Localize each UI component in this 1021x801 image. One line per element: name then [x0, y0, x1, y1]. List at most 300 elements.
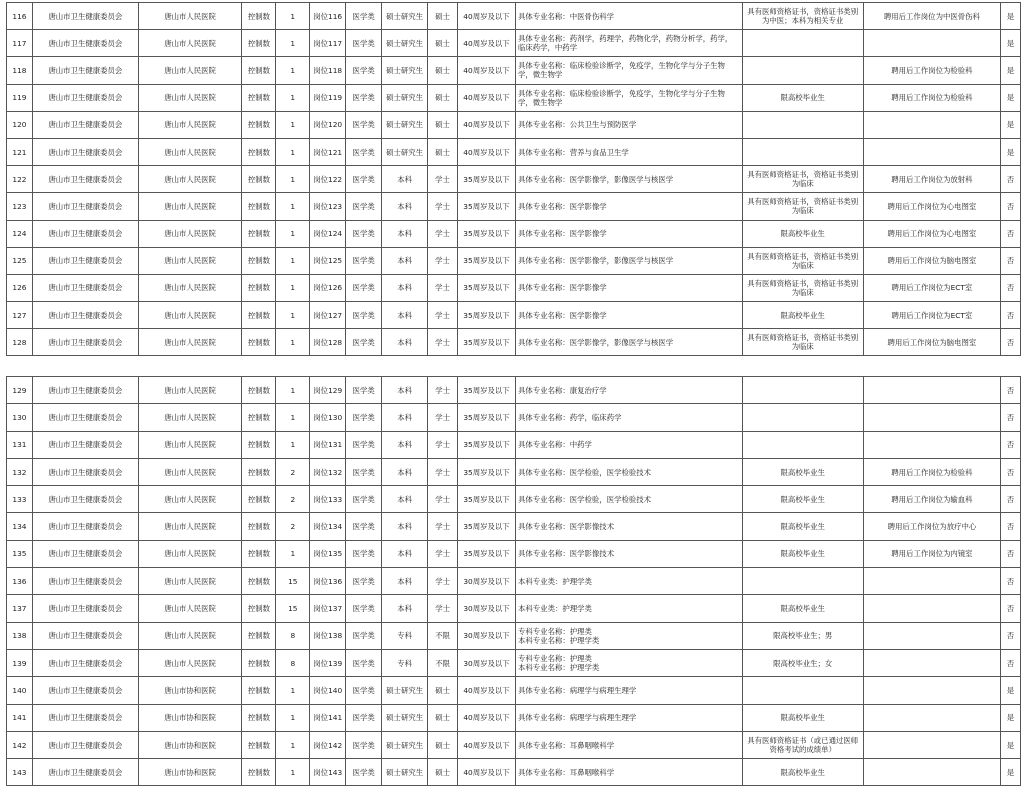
employer-cell: 唐山市协和医院	[138, 759, 242, 786]
flag-cell: 否	[1000, 568, 1020, 595]
degree-cell: 学士	[428, 377, 458, 404]
table-row	[7, 458, 1021, 485]
department-cell: 唐山市卫生健康委员会	[32, 138, 138, 165]
other-requirement-cell	[742, 377, 863, 404]
education-cell: 本科	[382, 166, 428, 193]
table-row	[7, 431, 1021, 458]
department-cell: 唐山市卫生健康委员会	[32, 649, 138, 676]
position-code-cell: 岗位125	[310, 247, 346, 274]
row-number: 117	[7, 30, 33, 57]
education-cell: 本科	[382, 513, 428, 540]
department-cell: 唐山市卫生健康委员会	[32, 220, 138, 247]
major-requirement-cell: 具体专业名称：药学，临床药学	[516, 404, 743, 431]
remark-cell	[863, 377, 1000, 404]
major-requirement-cell: 具体专业名称：医学检验，医学检验技术	[516, 458, 743, 485]
headcount-cell: 1	[276, 3, 310, 30]
table-row	[7, 486, 1021, 513]
employer-cell: 唐山市人民医院	[138, 30, 242, 57]
position-category-cell: 医学类	[346, 220, 382, 247]
flag-cell: 否	[1000, 431, 1020, 458]
degree-cell: 学士	[428, 568, 458, 595]
education-cell: 硕士研究生	[382, 138, 428, 165]
row-number: 130	[7, 404, 33, 431]
major-requirement-cell: 具体专业名称：中药学	[516, 431, 743, 458]
other-requirement-cell	[742, 404, 863, 431]
department-cell: 唐山市卫生健康委员会	[32, 247, 138, 274]
remark-cell: 聘用后工作岗位为脑电图室	[863, 247, 1000, 274]
position-code-cell: 岗位129	[310, 377, 346, 404]
remark-cell	[863, 404, 1000, 431]
row-number: 118	[7, 57, 33, 84]
quota-type-cell: 控制数	[242, 3, 276, 30]
other-requirement-cell: 限高校毕业生	[742, 486, 863, 513]
other-requirement-cell: 具有医师资格证书，资格证书类别为临床	[742, 193, 863, 220]
remark-cell: 聘用后工作岗位为检验科	[863, 84, 1000, 111]
major-requirement-cell: 具体专业名称：公共卫生与预防医学	[515, 111, 742, 138]
department-cell: 唐山市卫生健康委员会	[32, 486, 138, 513]
major-requirement-cell: 具体专业名称：医学影像学	[515, 274, 742, 301]
department-cell: 唐山市卫生健康委员会	[32, 677, 138, 704]
position-code-cell: 岗位121	[310, 138, 346, 165]
headcount-cell: 1	[276, 302, 310, 329]
position-category-cell: 医学类	[346, 57, 382, 84]
remark-cell: 聘用后工作岗位为中医骨伤科	[863, 3, 1000, 30]
quota-type-cell: 控制数	[242, 704, 276, 731]
flag-cell: 否	[1000, 595, 1020, 622]
flag-cell: 否	[1000, 377, 1020, 404]
table-row	[7, 677, 1021, 704]
position-code-cell: 岗位128	[310, 329, 346, 356]
table-row	[7, 30, 1021, 57]
row-number: 140	[7, 677, 33, 704]
remark-cell	[863, 431, 1000, 458]
age-limit-cell: 35周岁及以下	[458, 431, 516, 458]
headcount-cell: 1	[276, 377, 310, 404]
flag-cell: 否	[1000, 404, 1020, 431]
age-limit-cell: 30周岁及以下	[458, 649, 516, 676]
employer-cell: 唐山市人民医院	[138, 513, 242, 540]
remark-cell	[863, 731, 1000, 758]
education-cell: 本科	[382, 595, 428, 622]
major-requirement-cell: 本科专业类：护理学类	[516, 595, 743, 622]
department-cell: 唐山市卫生健康委员会	[32, 166, 138, 193]
row-number: 125	[7, 247, 33, 274]
position-code-cell: 岗位117	[310, 30, 346, 57]
row-number: 128	[7, 329, 33, 356]
age-limit-cell: 35周岁及以下	[458, 247, 516, 274]
flag-cell: 否	[1000, 247, 1020, 274]
table-row	[7, 731, 1021, 758]
other-requirement-cell	[742, 30, 863, 57]
quota-type-cell: 控制数	[242, 486, 276, 513]
headcount-cell: 1	[276, 540, 310, 567]
education-cell: 本科	[382, 274, 428, 301]
education-cell: 本科	[382, 568, 428, 595]
quota-type-cell: 控制数	[242, 138, 276, 165]
table-row	[7, 166, 1021, 193]
recruitment-table-part-1	[6, 2, 1021, 356]
position-code-cell: 岗位123	[310, 193, 346, 220]
department-cell: 唐山市卫生健康委员会	[32, 111, 138, 138]
row-number: 143	[7, 759, 33, 786]
major-requirement-cell: 本科专业类：护理学类	[516, 568, 743, 595]
position-code-cell: 岗位120	[310, 111, 346, 138]
headcount-cell: 1	[276, 84, 310, 111]
row-number: 132	[7, 458, 33, 485]
quota-type-cell: 控制数	[242, 759, 276, 786]
remark-cell	[863, 649, 1000, 676]
row-number: 142	[7, 731, 33, 758]
major-requirement-cell: 专科专业名称：护理类 本科专业名称：护理学类	[516, 649, 743, 676]
department-cell: 唐山市卫生健康委员会	[32, 458, 138, 485]
department-cell: 唐山市卫生健康委员会	[32, 568, 138, 595]
quota-type-cell: 控制数	[242, 458, 276, 485]
other-requirement-cell: 限高校毕业生；男	[742, 622, 863, 649]
position-code-cell: 岗位127	[310, 302, 346, 329]
employer-cell: 唐山市人民医院	[138, 3, 242, 30]
other-requirement-cell: 限高校毕业生	[742, 302, 863, 329]
employer-cell: 唐山市协和医院	[138, 677, 242, 704]
row-number: 116	[7, 3, 33, 30]
table-row	[7, 220, 1021, 247]
department-cell: 唐山市卫生健康委员会	[32, 84, 138, 111]
position-code-cell: 岗位132	[310, 458, 346, 485]
degree-cell: 硕士	[428, 759, 458, 786]
page-break	[0, 364, 1021, 376]
education-cell: 专科	[382, 622, 428, 649]
department-cell: 唐山市卫生健康委员会	[32, 595, 138, 622]
age-limit-cell: 35周岁及以下	[458, 302, 516, 329]
table-row	[7, 111, 1021, 138]
degree-cell: 学士	[428, 486, 458, 513]
degree-cell: 学士	[428, 595, 458, 622]
position-code-cell: 岗位140	[310, 677, 346, 704]
position-code-cell: 岗位124	[310, 220, 346, 247]
major-requirement-cell: 具体专业名称：药剂学，药理学，药物化学，药物分析学，药学，临床药学，中药学	[515, 30, 742, 57]
position-code-cell: 岗位133	[310, 486, 346, 513]
table-body-part-1	[7, 3, 1021, 356]
remark-cell: 聘用后工作岗位为ECT室	[863, 274, 1000, 301]
department-cell: 唐山市卫生健康委员会	[32, 274, 138, 301]
other-requirement-cell	[742, 138, 863, 165]
major-requirement-cell: 具体专业名称：耳鼻咽喉科学	[516, 731, 743, 758]
other-requirement-cell: 限高校毕业生	[742, 84, 863, 111]
employer-cell: 唐山市人民医院	[138, 595, 242, 622]
age-limit-cell: 40周岁及以下	[458, 84, 516, 111]
education-cell: 硕士研究生	[382, 759, 428, 786]
employer-cell: 唐山市人民医院	[138, 649, 242, 676]
headcount-cell: 15	[276, 595, 310, 622]
remark-cell: 聘用后工作岗位为检验科	[863, 57, 1000, 84]
employer-cell: 唐山市人民医院	[138, 458, 242, 485]
education-cell: 本科	[382, 302, 428, 329]
position-category-cell: 医学类	[346, 759, 382, 786]
quota-type-cell: 控制数	[242, 595, 276, 622]
other-requirement-cell	[742, 431, 863, 458]
row-number: 134	[7, 513, 33, 540]
degree-cell: 硕士	[428, 3, 458, 30]
row-number: 127	[7, 302, 33, 329]
major-requirement-cell: 具体专业名称：临床检验诊断学，免疫学，生物化学与分子生物学，微生物学	[515, 84, 742, 111]
position-code-cell: 岗位122	[310, 166, 346, 193]
other-requirement-cell: 限高校毕业生	[742, 759, 863, 786]
flag-cell: 是	[1000, 84, 1020, 111]
remark-cell: 聘用后工作岗位为心电图室	[863, 220, 1000, 247]
position-category-cell: 医学类	[346, 84, 382, 111]
age-limit-cell: 35周岁及以下	[458, 458, 516, 485]
table-row	[7, 649, 1021, 676]
degree-cell: 学士	[428, 220, 458, 247]
row-number: 133	[7, 486, 33, 513]
row-number: 126	[7, 274, 33, 301]
employer-cell: 唐山市人民医院	[138, 138, 242, 165]
other-requirement-cell	[742, 568, 863, 595]
major-requirement-cell: 具体专业名称：病理学与病理生理学	[516, 677, 743, 704]
degree-cell: 硕士	[428, 677, 458, 704]
position-code-cell: 岗位142	[310, 731, 346, 758]
table-row	[7, 193, 1021, 220]
age-limit-cell: 35周岁及以下	[458, 540, 516, 567]
flag-cell: 否	[1000, 622, 1020, 649]
remark-cell	[863, 677, 1000, 704]
degree-cell: 硕士	[428, 138, 458, 165]
major-requirement-cell: 具体专业名称：医学影像学	[515, 193, 742, 220]
employer-cell: 唐山市人民医院	[138, 193, 242, 220]
major-requirement-cell: 具体专业名称：医学影像学	[515, 220, 742, 247]
flag-cell: 是	[1000, 759, 1020, 786]
employer-cell: 唐山市人民医院	[138, 568, 242, 595]
quota-type-cell: 控制数	[242, 622, 276, 649]
position-code-cell: 岗位135	[310, 540, 346, 567]
major-requirement-cell: 具体专业名称：康复治疗学	[516, 377, 743, 404]
row-number: 138	[7, 622, 33, 649]
remark-cell	[863, 568, 1000, 595]
education-cell: 本科	[382, 329, 428, 356]
degree-cell: 硕士	[428, 111, 458, 138]
age-limit-cell: 40周岁及以下	[458, 138, 516, 165]
table-row	[7, 302, 1021, 329]
flag-cell: 是	[1000, 57, 1020, 84]
table-row	[7, 595, 1021, 622]
employer-cell: 唐山市人民医院	[138, 431, 242, 458]
remark-cell	[863, 30, 1000, 57]
position-code-cell: 岗位139	[310, 649, 346, 676]
department-cell: 唐山市卫生健康委员会	[32, 329, 138, 356]
quota-type-cell: 控制数	[242, 274, 276, 301]
recruitment-table-part-2	[6, 376, 1021, 786]
position-category-cell: 医学类	[346, 431, 382, 458]
department-cell: 唐山市卫生健康委员会	[32, 377, 138, 404]
degree-cell: 学士	[428, 513, 458, 540]
flag-cell: 否	[1000, 302, 1020, 329]
employer-cell: 唐山市协和医院	[138, 731, 242, 758]
table-row	[7, 377, 1021, 404]
age-limit-cell: 40周岁及以下	[458, 3, 516, 30]
employer-cell: 唐山市人民医院	[138, 111, 242, 138]
education-cell: 本科	[382, 458, 428, 485]
flag-cell: 否	[1000, 540, 1020, 567]
age-limit-cell: 35周岁及以下	[458, 166, 516, 193]
quota-type-cell: 控制数	[242, 677, 276, 704]
other-requirement-cell: 限高校毕业生；女	[742, 649, 863, 676]
quota-type-cell: 控制数	[242, 57, 276, 84]
age-limit-cell: 35周岁及以下	[458, 404, 516, 431]
headcount-cell: 1	[276, 431, 310, 458]
headcount-cell: 1	[276, 30, 310, 57]
quota-type-cell: 控制数	[242, 329, 276, 356]
flag-cell: 是	[1000, 704, 1020, 731]
other-requirement-cell: 限高校毕业生	[742, 220, 863, 247]
education-cell: 硕士研究生	[382, 84, 428, 111]
position-code-cell: 岗位141	[310, 704, 346, 731]
headcount-cell: 1	[276, 247, 310, 274]
remark-cell: 聘用后工作岗位为放射科	[863, 166, 1000, 193]
other-requirement-cell	[742, 57, 863, 84]
age-limit-cell: 40周岁及以下	[458, 30, 516, 57]
headcount-cell: 1	[276, 704, 310, 731]
remark-cell: 聘用后工作岗位为心电图室	[863, 193, 1000, 220]
row-number: 135	[7, 540, 33, 567]
other-requirement-cell: 具有医师资格证书，资格证书类别为临床	[742, 329, 863, 356]
position-category-cell: 医学类	[346, 138, 382, 165]
flag-cell: 是	[1000, 138, 1020, 165]
education-cell: 本科	[382, 377, 428, 404]
row-number: 136	[7, 568, 33, 595]
quota-type-cell: 控制数	[242, 84, 276, 111]
flag-cell: 否	[1000, 166, 1020, 193]
position-code-cell: 岗位131	[310, 431, 346, 458]
remark-cell	[863, 622, 1000, 649]
department-cell: 唐山市卫生健康委员会	[32, 30, 138, 57]
headcount-cell: 1	[276, 220, 310, 247]
age-limit-cell: 35周岁及以下	[458, 274, 516, 301]
flag-cell: 否	[1000, 513, 1020, 540]
other-requirement-cell: 具有医师资格证书（或已通过医师资格考试的成绩单）	[742, 731, 863, 758]
table-body-part-2	[7, 377, 1021, 786]
major-requirement-cell: 具体专业名称：医学影像学	[515, 302, 742, 329]
department-cell: 唐山市卫生健康委员会	[32, 513, 138, 540]
education-cell: 本科	[382, 220, 428, 247]
position-category-cell: 医学类	[346, 111, 382, 138]
other-requirement-cell: 限高校毕业生	[742, 595, 863, 622]
remark-cell: 聘用后工作岗位为脑电图室	[863, 329, 1000, 356]
degree-cell: 学士	[428, 166, 458, 193]
degree-cell: 硕士	[428, 57, 458, 84]
position-category-cell: 医学类	[346, 540, 382, 567]
headcount-cell: 1	[276, 759, 310, 786]
employer-cell: 唐山市人民医院	[138, 404, 242, 431]
major-requirement-cell: 具体专业名称：中医骨伤科学	[515, 3, 742, 30]
remark-cell: 聘用后工作岗位为内镜室	[863, 540, 1000, 567]
position-category-cell: 医学类	[346, 731, 382, 758]
position-category-cell: 医学类	[346, 329, 382, 356]
other-requirement-cell: 具有医师资格证书，资格证书类别为临床	[742, 247, 863, 274]
age-limit-cell: 35周岁及以下	[458, 220, 516, 247]
quota-type-cell: 控制数	[242, 220, 276, 247]
headcount-cell: 1	[276, 193, 310, 220]
department-cell: 唐山市卫生健康委员会	[32, 704, 138, 731]
flag-cell: 否	[1000, 486, 1020, 513]
quota-type-cell: 控制数	[242, 404, 276, 431]
education-cell: 本科	[382, 431, 428, 458]
degree-cell: 学士	[428, 274, 458, 301]
position-category-cell: 医学类	[346, 247, 382, 274]
quota-type-cell: 控制数	[242, 247, 276, 274]
education-cell: 硕士研究生	[382, 111, 428, 138]
other-requirement-cell: 限高校毕业生	[742, 513, 863, 540]
education-cell: 硕士研究生	[382, 3, 428, 30]
employer-cell: 唐山市人民医院	[138, 220, 242, 247]
position-category-cell: 医学类	[346, 404, 382, 431]
headcount-cell: 1	[276, 111, 310, 138]
department-cell: 唐山市卫生健康委员会	[32, 193, 138, 220]
flag-cell: 否	[1000, 220, 1020, 247]
degree-cell: 硕士	[428, 731, 458, 758]
remark-cell	[863, 111, 1000, 138]
education-cell: 本科	[382, 540, 428, 567]
position-category-cell: 医学类	[346, 30, 382, 57]
table-row	[7, 247, 1021, 274]
position-code-cell: 岗位126	[310, 274, 346, 301]
row-number: 137	[7, 595, 33, 622]
remark-cell	[863, 595, 1000, 622]
employer-cell: 唐山市人民医院	[138, 486, 242, 513]
headcount-cell: 8	[276, 649, 310, 676]
department-cell: 唐山市卫生健康委员会	[32, 540, 138, 567]
degree-cell: 学士	[428, 404, 458, 431]
quota-type-cell: 控制数	[242, 568, 276, 595]
flag-cell: 是	[1000, 30, 1020, 57]
row-number: 129	[7, 377, 33, 404]
table-row	[7, 138, 1021, 165]
headcount-cell: 1	[276, 166, 310, 193]
flag-cell: 否	[1000, 458, 1020, 485]
remark-cell: 聘用后工作岗位为输血科	[863, 486, 1000, 513]
headcount-cell: 1	[276, 329, 310, 356]
position-category-cell: 医学类	[346, 458, 382, 485]
age-limit-cell: 40周岁及以下	[458, 677, 516, 704]
degree-cell: 硕士	[428, 84, 458, 111]
quota-type-cell: 控制数	[242, 30, 276, 57]
employer-cell: 唐山市人民医院	[138, 84, 242, 111]
table-row	[7, 513, 1021, 540]
headcount-cell: 15	[276, 568, 310, 595]
degree-cell: 学士	[428, 329, 458, 356]
headcount-cell: 2	[276, 486, 310, 513]
employer-cell: 唐山市人民医院	[138, 329, 242, 356]
flag-cell: 否	[1000, 649, 1020, 676]
position-category-cell: 医学类	[346, 274, 382, 301]
remark-cell	[863, 704, 1000, 731]
position-code-cell: 岗位134	[310, 513, 346, 540]
flag-cell: 否	[1000, 329, 1020, 356]
major-requirement-cell: 具体专业名称：营养与食品卫生学	[515, 138, 742, 165]
position-category-cell: 医学类	[346, 649, 382, 676]
degree-cell: 不限	[428, 649, 458, 676]
department-cell: 唐山市卫生健康委员会	[32, 622, 138, 649]
quota-type-cell: 控制数	[242, 649, 276, 676]
major-requirement-cell: 具体专业名称：临床检验诊断学，免疫学，生物化学与分子生物学，微生物学	[515, 57, 742, 84]
age-limit-cell: 35周岁及以下	[458, 329, 516, 356]
quota-type-cell: 控制数	[242, 431, 276, 458]
employer-cell: 唐山市人民医院	[138, 274, 242, 301]
row-number: 139	[7, 649, 33, 676]
department-cell: 唐山市卫生健康委员会	[32, 431, 138, 458]
quota-type-cell: 控制数	[242, 193, 276, 220]
headcount-cell: 8	[276, 622, 310, 649]
headcount-cell: 1	[276, 57, 310, 84]
flag-cell: 是	[1000, 677, 1020, 704]
